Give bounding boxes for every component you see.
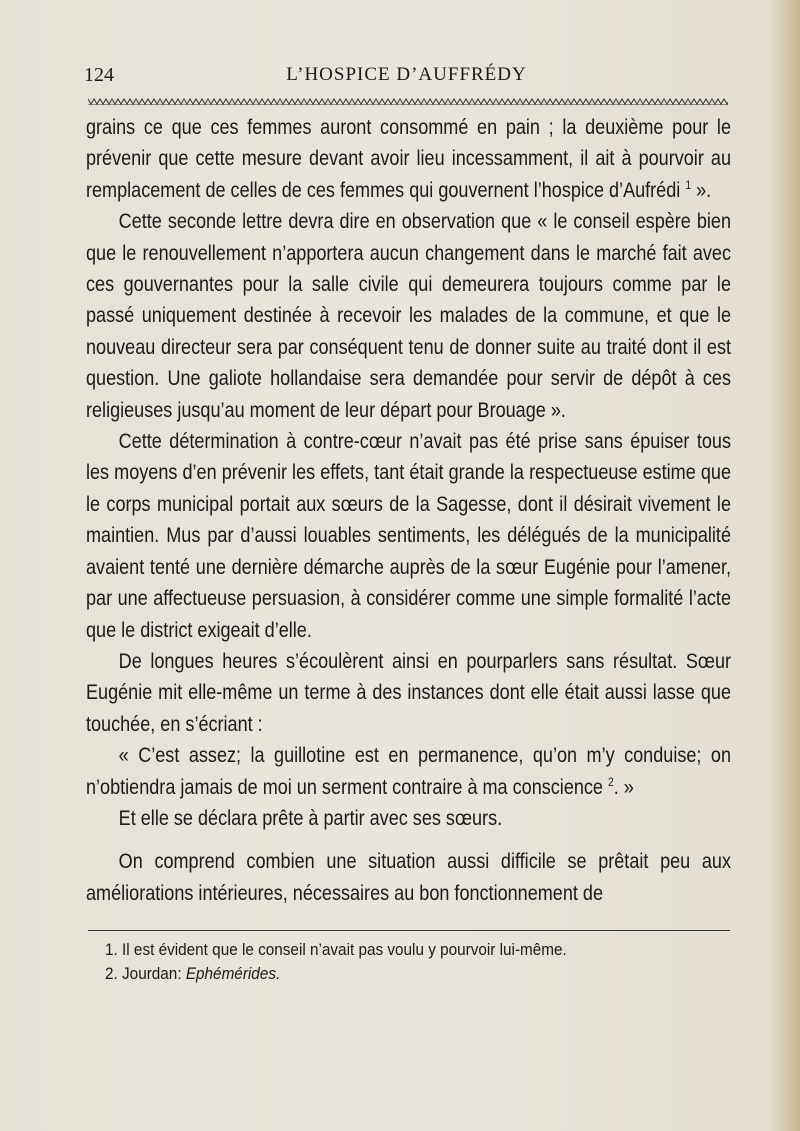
footnote-ref[interactable]: 2 bbox=[608, 774, 614, 789]
footnote-ref[interactable]: 1 bbox=[685, 177, 692, 192]
running-title: L’HOSPICE D’AUFFRÉDY bbox=[286, 64, 527, 85]
header-ornament-rule bbox=[88, 98, 728, 105]
page-number: 124 bbox=[84, 64, 114, 86]
body-text bbox=[86, 112, 731, 909]
paragraph: Cette seconde lettre devra dire en observation que « le conseil espère bien que le renouvellement n’apportera aucun changement dans le marché fait avec ces gouvernantes pour la salle civile qui demeurera toujours comme par le passé uniquement destinée à recevoir les malades de la commune, et que le nouveau directeur sera par conséquent tenu de donner suite au traité dont il est question. Une galiote hollandaise sera demandée pour servir de dépôt à ces religieuses jusqu’au moment de leur départ pour Brouage ». bbox=[86, 210, 732, 422]
paragraph: De longues heures s’écoulèrent ainsi en pourparlers sans résultat. Sœur Eugénie mit elle-même un terme à des instances dont elle était aussi lasse que touchée, en s’écriant : bbox=[86, 649, 732, 736]
footnote-separator bbox=[88, 930, 730, 931]
footnote-text: Jourdan: bbox=[122, 964, 186, 983]
footnote bbox=[105, 962, 753, 986]
footnotes bbox=[105, 938, 753, 986]
footnote bbox=[105, 938, 753, 962]
footnote-source-title: Ephémérides. bbox=[185, 964, 281, 983]
paragraph: grains ce que ces femmes auront consommé en pain ; la deuxième pour le prévenir que cette mesure devant avoir lieu incessamment, il ait à pourvoir au remplacement de celles de ces femmes qui gouvernent l’hospice d’Aufrédi $^1$ ». bbox=[86, 116, 731, 202]
paragraph: On comprend combien une situation aussi difficile se prêtait peu aux améliorations intérieures, nécessaires au bon fonctionnement de bbox=[86, 850, 732, 905]
footnote-text: Il est évident que le conseil n’avait pas voulu y pourvoir lui-même. bbox=[122, 940, 567, 959]
paragraph: « C’est assez; la guillotine est en permanence, qu’on m’y conduise; on n’obtiendra jamais de moi un serment contraire à ma conscience $^2$. » bbox=[86, 744, 732, 799]
footnote-number: 2. bbox=[105, 964, 118, 983]
paragraph: Cette détermination à contre-cœur n’avait pas été prise sans épuiser tous les moyens d’en prévenir les effets, tant était grande la respectueuse estime que le corps municipal portait aux sœurs de la Sagesse, dont il désirait vivement le maintien. Mus par d’aussi louables sentiments, les délégués de la municipalité avaient tenté une dernière démarche auprès de la sœur Eugénie pour l’amener, par une affectueuse persuasion, à considérer comme une simple formalité l’acte que le district exigeait d’elle. bbox=[86, 430, 732, 642]
paragraph: Et elle se déclara prête à partir avec ses sœurs. bbox=[118, 806, 503, 830]
footnote-number: 1. bbox=[105, 940, 118, 959]
page-header bbox=[84, 64, 729, 90]
